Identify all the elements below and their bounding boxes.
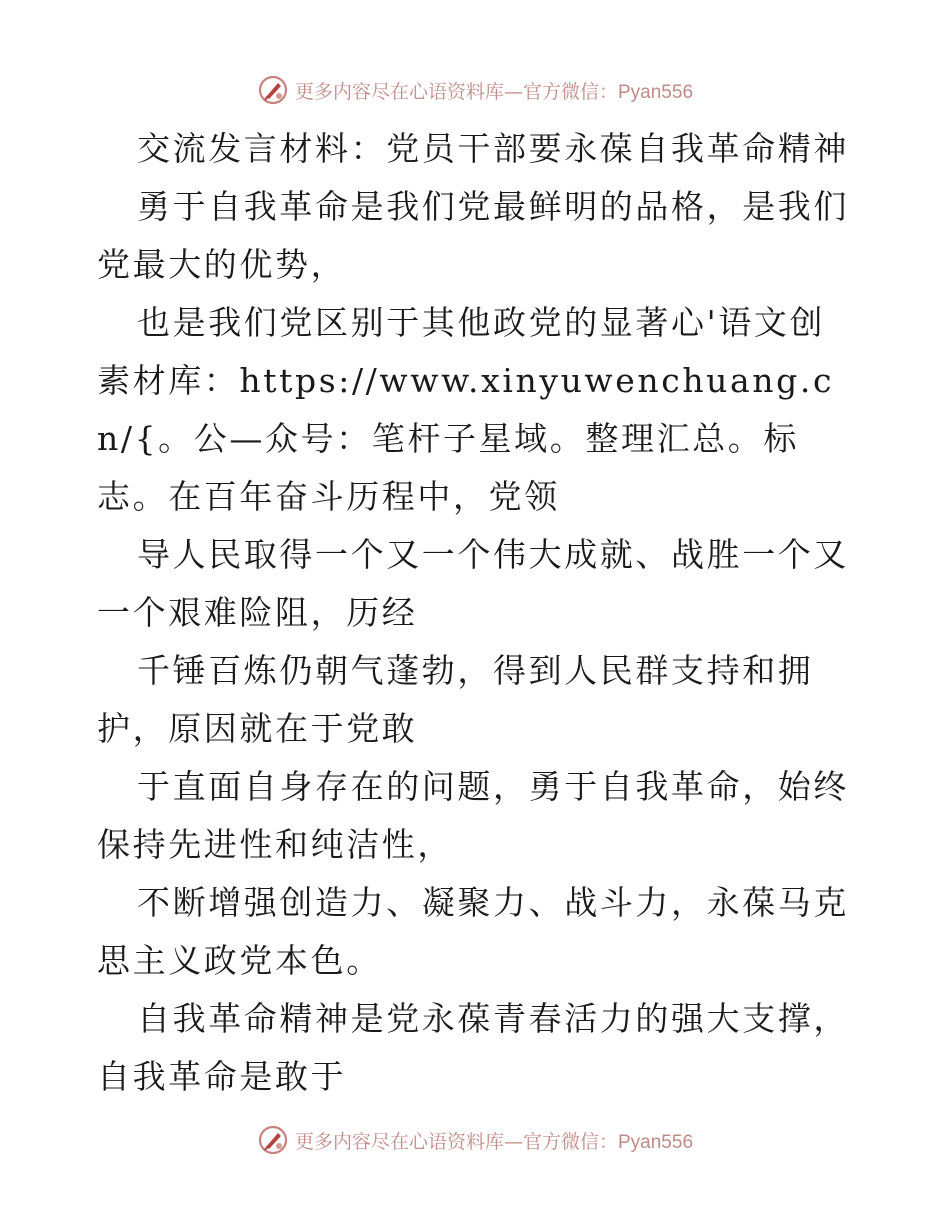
header-banner-text: 更多内容尽在心语资料库—官方微信：: [294, 80, 618, 103]
footer-wechat-id: Pyan556: [618, 1131, 694, 1153]
paragraph: 勇于自我革命是我们党最鲜明的品格，是我们党最大的优势，: [97, 187, 849, 284]
header-wechat-id: Pyan556: [618, 81, 694, 103]
quill-pen-icon: [257, 1124, 289, 1156]
paragraph: 于直面自身存在的问题，勇于自我革命，始终保持先进性和纯洁性，: [97, 767, 849, 864]
paragraph: 自我革命精神是党永葆青春活力的强大支撑，自我革命是敢于: [97, 999, 849, 1096]
document-title: 交流发言材料：党员干部要永葆自我革命精神: [137, 129, 849, 168]
quill-pen-icon: [257, 74, 289, 106]
footer-watermark-banner: [0, 1120, 950, 1160]
paragraph: 不断增强创造力、凝聚力、战斗力，永葆马克思主义政党本色。: [97, 883, 849, 980]
header-watermark-banner: [0, 70, 950, 110]
paragraph: 导人民取得一个又一个伟大成就、战胜一个又一个艰难险阻，历经: [97, 535, 849, 632]
footer-banner-text: 更多内容尽在心语资料库—官方微信：: [294, 1130, 618, 1153]
document-body: [97, 120, 857, 1106]
paragraph: 也是我们党区别于其他政党的显著心'语文创素材库：https://www.xinyuwenchuang.cn/{。公—众号：笔杆子星域。整理汇总。标志。在百年奋斗历程中，党领: [97, 303, 835, 516]
paragraph: 千锤百炼仍朝气蓬勃，得到人民群支持和拥护，原因就在于党敢: [97, 651, 814, 748]
